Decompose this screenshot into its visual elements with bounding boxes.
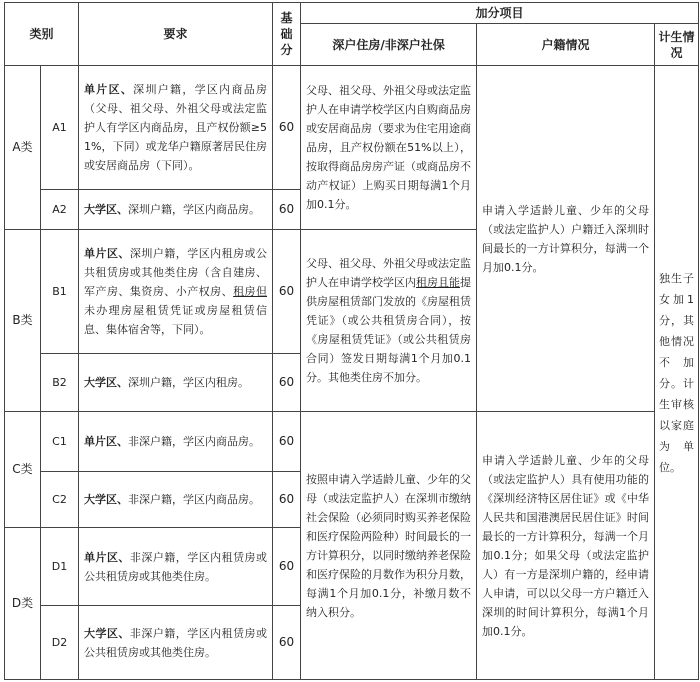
code-a2: A2 bbox=[41, 190, 79, 230]
requirement-d2 bbox=[79, 606, 273, 680]
family-planning-note: 独生子女加1分，其他情况不加分。计生审核以家庭为单位。 bbox=[655, 66, 699, 680]
header-base-score: 基础分 bbox=[273, 3, 301, 66]
header-category: 类别 bbox=[5, 3, 79, 66]
zone-title: 大学区、 bbox=[84, 493, 129, 506]
code-c2: C2 bbox=[41, 472, 79, 528]
requirement-text: 深圳户籍，学区内商品房（父母、祖父母、外祖父母或法定监护人有学区内商品房，且产权份额≥51%，下同）或龙华户籍原著居民住房或安居商品房（下同）。 bbox=[84, 83, 268, 172]
housing-text: 提供房屋租赁部门发放的《房屋租赁凭证》（或公共租赁房合同），按《房屋租赁凭证》（或公共租赁房合同）签发日期每满1个月加0.1分。其他类住房不加分。 bbox=[306, 276, 472, 384]
score-b1: 60 bbox=[273, 230, 301, 354]
requirement-text: 深圳户籍，学区内租房。 bbox=[128, 376, 250, 389]
score-c1: 60 bbox=[273, 412, 301, 472]
requirement-underlined: 租房但 bbox=[233, 285, 268, 298]
requirement-b2 bbox=[79, 354, 273, 412]
category-d: D类 bbox=[5, 528, 41, 680]
housing-text: 父母、祖父母、外祖父母或法定监护人在申请学校学区内 bbox=[306, 257, 472, 289]
zone-title: 单片区、 bbox=[84, 435, 129, 448]
social-insurance-cd: 按照申请入学适龄儿童、少年的父母（或法定监护人）在深圳市缴纳社会保险（必须同时购买养老保险和医疗保险两险种）时间最长的一方计算积分，以同时缴纳养老保险和医疗保险的月数作为积分月数，每满1个月加0.1分，补缴月数不纳入积分。 bbox=[301, 412, 477, 680]
header-family-planning: 计生情况 bbox=[655, 24, 699, 66]
zone-title: 单片区、 bbox=[84, 247, 130, 260]
header-hukou: 户籍情况 bbox=[477, 24, 655, 66]
requirement-d1 bbox=[79, 528, 273, 606]
hukou-ab: 申请入学适龄儿童、少年的父母（或法定监护人）户籍迁入深圳时间最长的一方计算积分，每满一个月加0.1分。 bbox=[477, 66, 655, 412]
requirement-a1 bbox=[79, 66, 273, 190]
requirement-text: 深圳户籍，学区内租房或公共租赁房或其他类住房（含自建房、军产房、集资房、小产权房、 bbox=[84, 247, 268, 298]
zone-title: 大学区、 bbox=[84, 626, 130, 640]
score-b2: 60 bbox=[273, 354, 301, 412]
header-bonus: 加分项目 bbox=[301, 3, 699, 24]
requirement-text: 非深户籍，学区内商品房。 bbox=[128, 493, 261, 506]
requirement-text: 非深户籍，学区内租赁房或公共租赁房或其他类住房。 bbox=[84, 626, 268, 659]
requirement-text: 未办理房屋租赁凭证或房屋租赁信息、集体宿舍等，下同）。 bbox=[84, 304, 268, 336]
score-c2: 60 bbox=[273, 472, 301, 528]
score-a1: 60 bbox=[273, 66, 301, 190]
code-c1: C1 bbox=[41, 412, 79, 472]
housing-b bbox=[301, 230, 477, 412]
category-c: C类 bbox=[5, 412, 41, 528]
code-a1: A1 bbox=[41, 66, 79, 190]
score-d1: 60 bbox=[273, 528, 301, 606]
zone-title: 大学区、 bbox=[84, 203, 129, 216]
zone-title: 大学区、 bbox=[84, 376, 129, 389]
requirement-text: 非深户籍，学区内租赁房或公共租赁房或其他类住房。 bbox=[84, 550, 268, 583]
requirement-b1 bbox=[79, 230, 273, 354]
requirement-text: 深圳户籍，学区内商品房。 bbox=[128, 203, 261, 216]
code-d2: D2 bbox=[41, 606, 79, 680]
admission-score-table bbox=[4, 2, 699, 680]
header-requirement: 要求 bbox=[79, 3, 273, 66]
zone-title: 单片区、 bbox=[84, 83, 134, 96]
requirement-a2 bbox=[79, 190, 273, 230]
category-a: A类 bbox=[5, 66, 41, 230]
requirement-c2 bbox=[79, 472, 273, 528]
housing-underlined: 租房且能 bbox=[416, 276, 461, 289]
housing-a: 父母、祖父母、外祖父母或法定监护人在申请学校学区内自购商品房或安居商品房（要求为住宅用途商品房，且产权份额在51%以上），按取得商品房房产证（或商品房不动产权证）上购买日期每满1个月加0.1分。 bbox=[301, 66, 477, 230]
requirement-text: 非深户籍，学区内商品房。 bbox=[128, 435, 261, 448]
category-b: B类 bbox=[5, 230, 41, 412]
header-housing: 深户住房/非深户社保 bbox=[301, 24, 477, 66]
requirement-c1 bbox=[79, 412, 273, 472]
code-b1: B1 bbox=[41, 230, 79, 354]
code-d1: D1 bbox=[41, 528, 79, 606]
score-d2: 60 bbox=[273, 606, 301, 680]
score-a2: 60 bbox=[273, 190, 301, 230]
code-b2: B2 bbox=[41, 354, 79, 412]
hukou-cd: 申请入学适龄儿童、少年的父母（或法定监护人）具有使用功能的《深圳经济特区居住证》或《中华人民共和国港澳居民居住证》时间最长的一方计算积分，每满一个月加0.1分；如果父母（或法定监护人）有一方是深圳户籍的，经申请人申请，可以以父母一方户籍迁入深圳的时间计算积分，每满1个月加0.1分。 bbox=[477, 412, 655, 680]
zone-title: 单片区、 bbox=[84, 550, 130, 564]
